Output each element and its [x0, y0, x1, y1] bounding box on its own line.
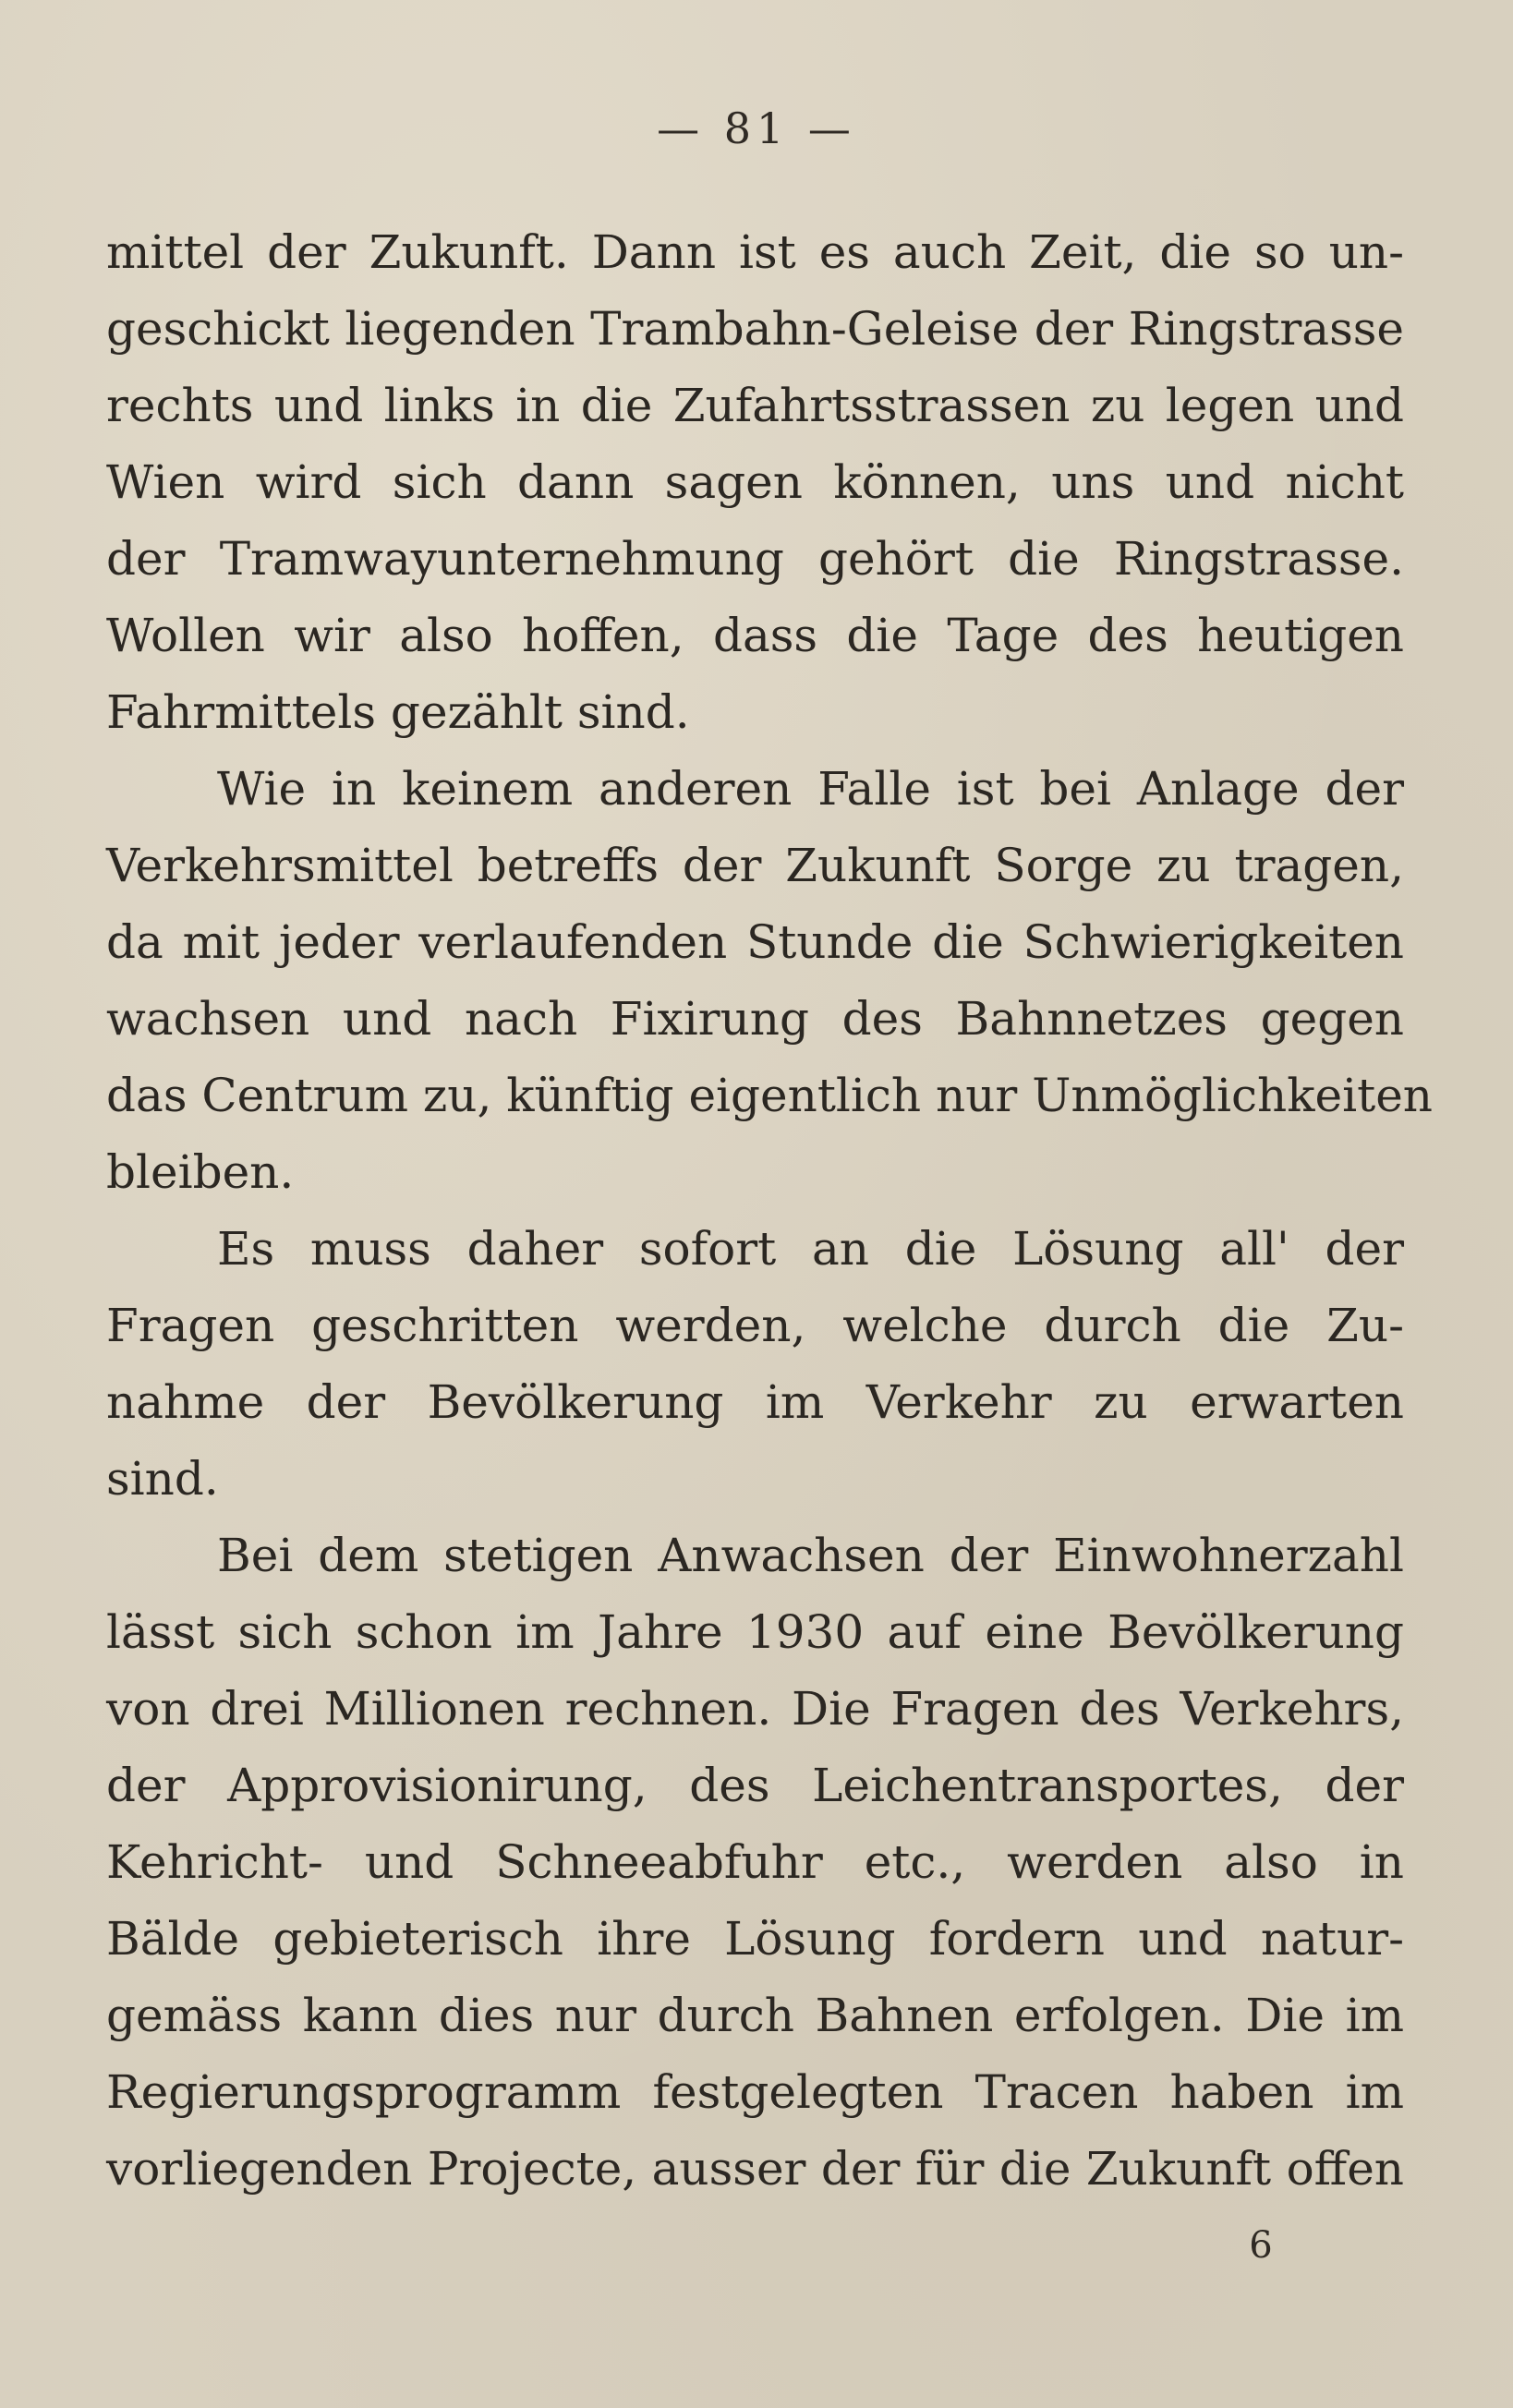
text-line: wachsen und nach Fixirung des Bahnnetzes gegen — [106, 992, 1404, 1046]
paragraph — [106, 751, 1434, 1211]
text-line: Verkehrsmittel betreffs der Zukunft Sorge zu tragen, — [106, 839, 1404, 892]
paragraph — [106, 1211, 1404, 1518]
text-line: der Approvisionirung, des Leichentransportes, der — [106, 1759, 1404, 1812]
paragraph — [106, 214, 1404, 751]
text-line: Regierungsprogramm festgelegten Tracen haben im — [106, 2065, 1404, 2119]
text-line: Bei dem stetigen Anwachsen der Einwohnerzahl — [217, 1529, 1404, 1582]
text-line: lässt sich schon im Jahre 1930 auf eine Bevölkerung — [106, 1605, 1404, 1659]
text-line: von drei Millionen rechnen. Die Fragen des Verkehrs, — [106, 1682, 1404, 1736]
text-line: geschickt liegenden Trambahn-Geleise der Ringstrasse — [106, 302, 1404, 356]
text-line: vorliegenden Projecte, ausser der für die Zukunft offen — [106, 2142, 1404, 2196]
text-line: bleiben. — [106, 1145, 295, 1199]
text-line: Wie in keinem anderen Falle ist bei Anlage der — [217, 762, 1404, 816]
text-line: Es muss daher sofort an die Lösung all' der — [217, 1222, 1404, 1276]
text-line: Kehricht- und Schneeabfuhr etc., werden also in — [106, 1835, 1404, 1889]
text-line: Fragen geschritten werden, welche durch die Zu- — [106, 1299, 1404, 1352]
text-line: das Centrum zu, künftig eigentlich nur Unmöglichkeiten — [106, 1069, 1434, 1122]
signature-mark: 6 — [1249, 2224, 1273, 2267]
text-line: sind. — [106, 1452, 219, 1506]
text-line: Wollen wir also hoffen, dass die Tage des heutigen — [106, 609, 1404, 662]
text-line: Bälde gebieterisch ihre Lösung fordern und natur- — [106, 1912, 1404, 1966]
text-line: Wien wird sich dann sagen können, uns und nicht — [106, 455, 1404, 509]
text-line: da mit jeder verlaufenden Stunde die Schwierigkeiten — [106, 915, 1404, 969]
text-line: gemäss kann dies nur durch Bahnen erfolgen. Die im — [106, 1989, 1404, 2042]
text-line: der Tramwayunternehmung gehört die Ringstrasse. — [106, 532, 1404, 586]
paragraph — [106, 1518, 1404, 2208]
text-line: rechts und links in die Zufahrtsstrassen zu legen und — [106, 379, 1404, 432]
text-line: nahme der Bevölkerung im Verkehr zu erwarten — [106, 1375, 1404, 1429]
text-line: mittel der Zukunft. Dann ist es auch Zeit, die so un- — [106, 225, 1404, 279]
body-text — [106, 214, 1434, 2208]
page-header: — 81 — — [657, 103, 856, 153]
text-line: Fahrmittels gezählt sind. — [106, 685, 690, 739]
